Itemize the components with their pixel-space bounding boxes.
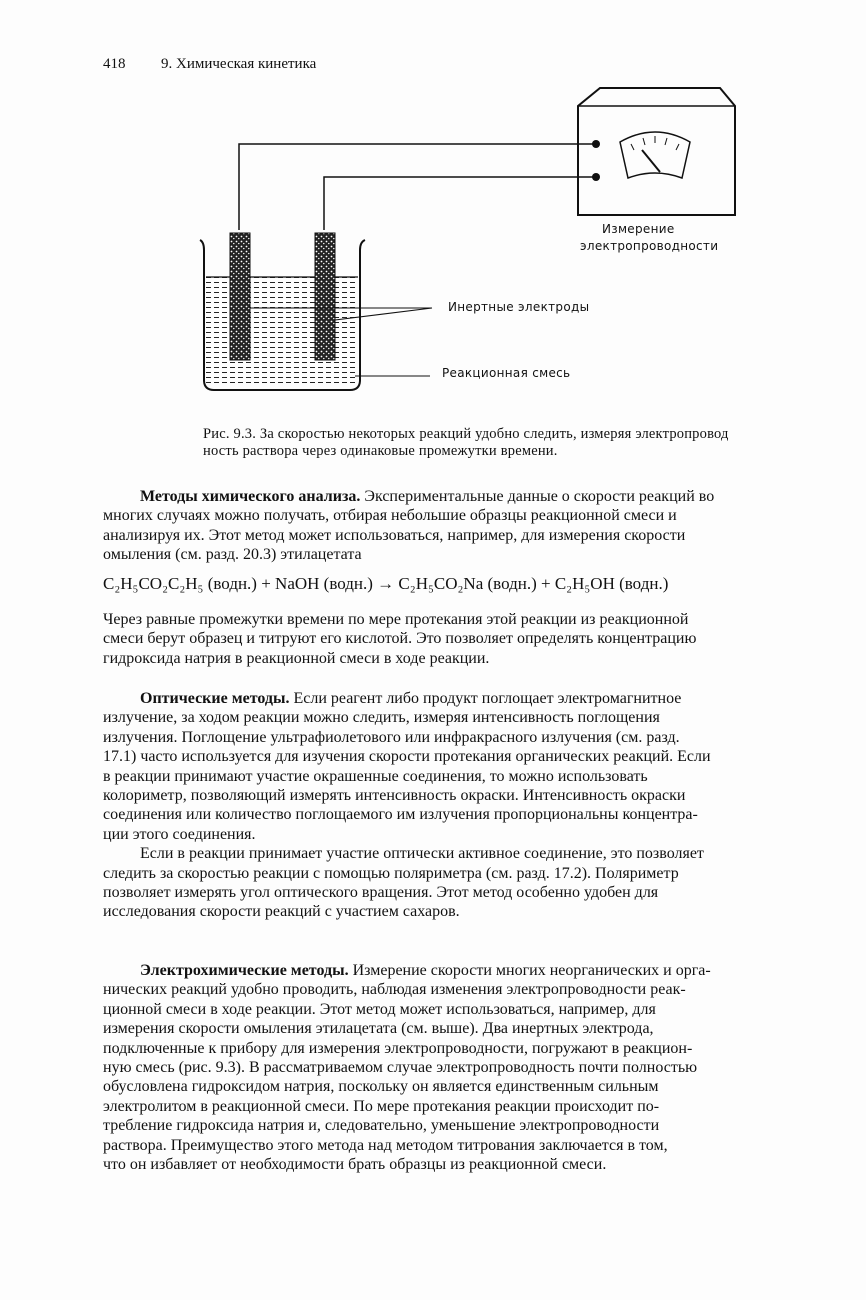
label-conductivity: электропроводности [580,239,719,253]
paragraph-line: смеси берут образец и титруют его кислотой. Это позволяет определять концентрацию [103,630,697,648]
electrode-left [230,233,250,360]
paragraph-line: измерения скорости омыления этилацетата (см. выше). Два инертных электрода, [103,1020,654,1038]
figure-conductivity-setup [190,80,750,400]
paragraph-line: соединения или количество поглощаемого им излучения пропорциональны концентра- [103,806,698,824]
paragraph-line: Через равные промежутки времени по мере протекания этой реакции из реакционной [103,611,689,628]
paragraph-text: Экспериментальные данные о скорости реакций во [360,488,715,505]
paragraph-line: омыления (см. разд. 20.3) этилацетата [103,546,362,564]
figure-caption [203,426,866,460]
electrode-right [315,233,335,360]
paragraph-line: колориметр, позволяющий измерять интенсивность окраски. Интенсивность окраски [103,787,686,805]
page-number: 418 [103,56,126,72]
paragraph-line: в реакции принимают участие окрашенные соединения, то можно использовать [103,767,648,785]
page-header [103,56,316,73]
paragraph-line: что он избавляет от необходимости брать образцы из реакционной смеси. [103,1156,607,1174]
section-heading: Электрохимические методы. [140,962,349,979]
paragraph-line: нических реакций удобно проводить, наблюдая изменения электропроводности реак- [103,981,686,999]
paragraph-line: позволяет измерять угол оптического вращения. Этот метод особенно удобен для [103,884,659,902]
label-inert-electrodes: Инертные электроды [448,300,590,314]
paragraph-line: требление гидроксида натрия и, следовательно, уменьшение электропроводности [103,1117,660,1135]
paragraph-line: анализируя их. Этот метод может использоваться, например, для измерения скорости [103,526,686,544]
paragraph-line: подключенные к прибору для измерения электропроводности, погружают в реакцион- [103,1039,693,1057]
section-electrochemical-methods [103,961,866,1174]
section-optical-methods [103,689,866,922]
paragraph-line: 17.1) часто используется для изучения скорости протекания органических реакций. Если [103,748,711,766]
paragraph-text: Если реагент либо продукт поглощает электромагнитное [289,690,682,707]
paragraph-line: многих случаях можно получать, отбирая небольшие образцы реакционной смеси и [103,507,677,525]
paragraph-line: гидроксида натрия в реакционной смеси в ходе реакции. [103,649,490,667]
section-heading: Методы химического анализа. [140,488,361,505]
label-reaction-mixture: Реакционная смесь [442,366,571,380]
paragraph-line: обусловлена гидроксидом натрия, поскольку он является единственным сильным [103,1078,659,1096]
paragraph-line: ции этого соединения. [103,825,256,843]
caption-line: ность раствора через одинаковые промежутки времени. [203,443,558,459]
paragraph-line: ционной смеси в ходе реакции. Этот метод может использоваться, например, для [103,1000,656,1018]
paragraph-text: Измерение скорости многих неорганических и орга- [348,962,711,979]
paragraph-line: ную смесь (рис. 9.3). В рассматриваемом случае электропроводность почти полностью [103,1059,698,1077]
paragraph-line: излучение, за ходом реакции можно следить, измеряя интенсивность поглощения [103,709,660,727]
label-measurement: Измерение [602,222,675,236]
chapter-title: 9. Химическая кинетика [161,56,317,72]
paragraph-line: исследования скорости реакций с участием сахаров. [103,903,460,921]
paragraph-line: раствора. Преимущество этого метода над методом титрования заключается в том, [103,1136,668,1154]
reaction-equation: C₂H₅CO₂C₂H₅ (водн.) + NaOH (водн.) → C₂H₅CO₂Na (водн.) + C₂H₅OH (водн.) [103,574,669,593]
caption-line: Рис. 9.3. За скоростью некоторых реакций удобно следить, измеряя электропровод [203,426,729,442]
beaker [200,240,365,390]
paragraph-line: излучения. Поглощение ультрафиолетового или инфракрасного излучения (см. разд. [103,728,680,746]
section-chemical-analysis-continued [103,610,866,668]
section-chemical-analysis [103,487,866,565]
paragraph-line: Если в реакции принимает участие оптически активное соединение, это позволяет [140,845,704,863]
paragraph-line: следить за скоростью реакции с помощью поляриметра (см. разд. 17.2). Поляриметр [103,864,679,882]
section-heading: Оптические методы. [140,690,290,707]
conductivity-meter [578,88,735,215]
paragraph-line: электролитом в реакционной смеси. По мере протекания реакции происходит по- [103,1097,660,1115]
